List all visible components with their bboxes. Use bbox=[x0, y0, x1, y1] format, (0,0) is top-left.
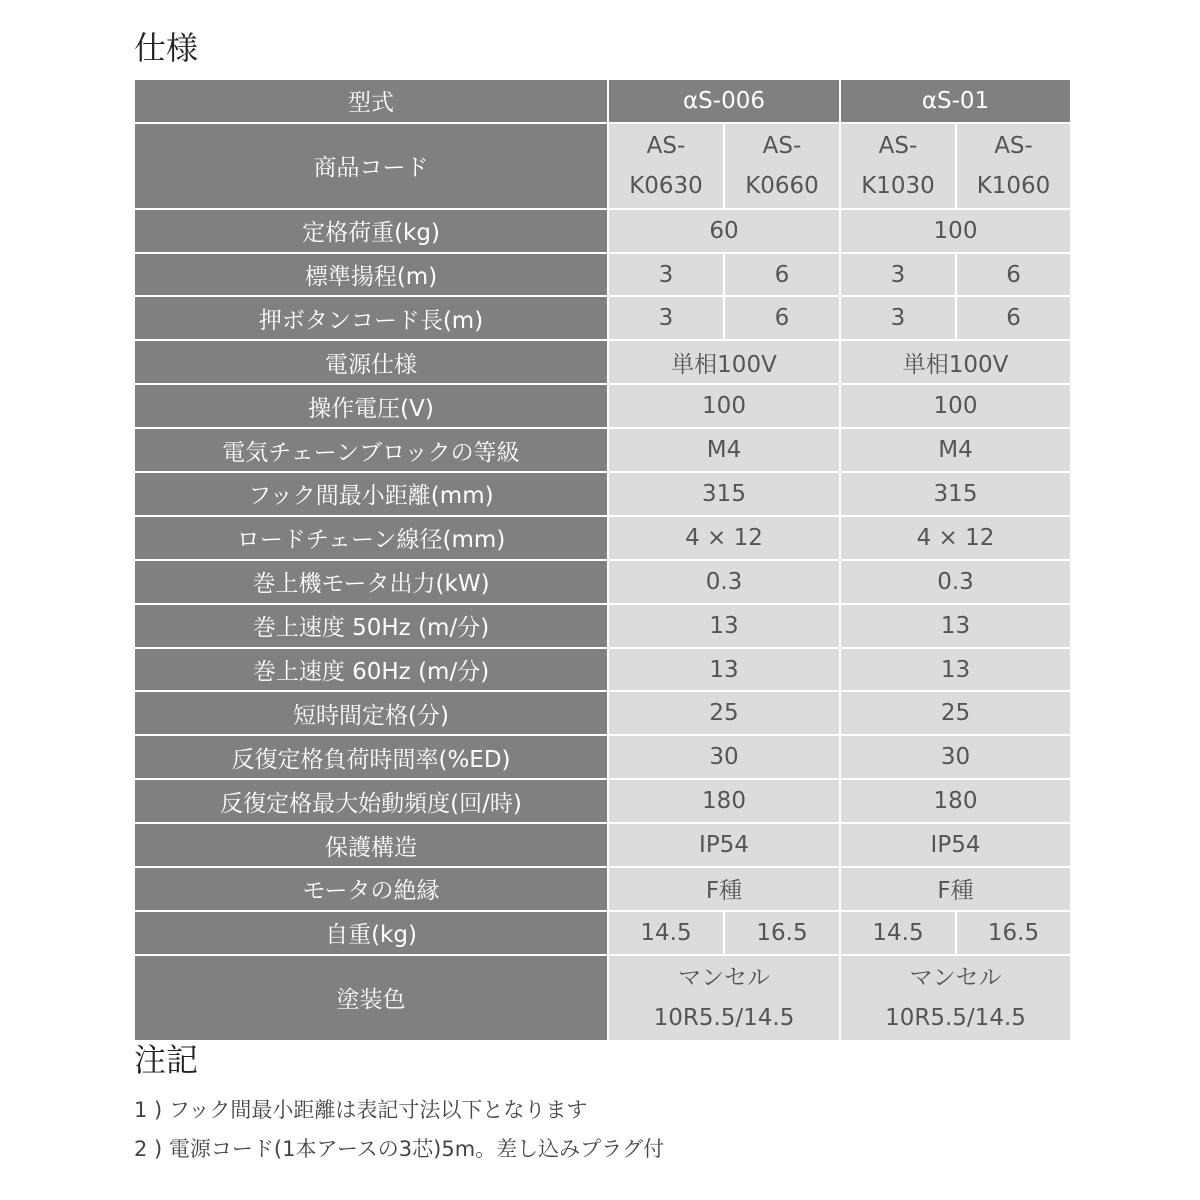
table-row bbox=[134, 253, 1071, 297]
cell-line: マンセル bbox=[678, 964, 770, 991]
row-label: 巻上機モータ出力(kW) bbox=[134, 560, 608, 604]
table-cell: 315 bbox=[608, 472, 840, 516]
row-label: 塗装色 bbox=[134, 955, 608, 1041]
model-label: 型式 bbox=[134, 79, 608, 123]
table-cell: 単相100V bbox=[840, 340, 1071, 384]
product-code bbox=[840, 123, 956, 209]
table-row bbox=[134, 123, 1071, 209]
table-cell: 6 bbox=[956, 253, 1071, 297]
model-header: αS-006 bbox=[608, 79, 840, 123]
table-row bbox=[134, 209, 1071, 253]
row-label: 操作電圧(V) bbox=[134, 384, 608, 428]
table-row bbox=[134, 823, 1071, 867]
paint-color bbox=[608, 955, 840, 1041]
table-cell: 315 bbox=[840, 472, 1071, 516]
row-label: 電気チェーンブロックの等級 bbox=[134, 428, 608, 472]
table-cell: 4 × 12 bbox=[840, 516, 1071, 560]
model-header: αS-01 bbox=[840, 79, 1071, 123]
table-cell: 3 bbox=[840, 296, 956, 340]
product-code bbox=[724, 123, 840, 209]
table-row bbox=[134, 779, 1071, 823]
row-label: 保護構造 bbox=[134, 823, 608, 867]
table-row bbox=[134, 911, 1071, 955]
cell-line: マンセル bbox=[909, 964, 1002, 991]
cell-line: K1030 bbox=[861, 172, 935, 199]
table-cell: 単相100V bbox=[608, 340, 840, 384]
table-cell: 6 bbox=[956, 296, 1071, 340]
table-row bbox=[134, 340, 1071, 384]
table-cell: F種 bbox=[840, 867, 1071, 911]
paint-color bbox=[840, 955, 1071, 1041]
table-cell: 16.5 bbox=[724, 911, 840, 955]
table-row bbox=[134, 604, 1071, 648]
row-label: 定格荷重(kg) bbox=[134, 209, 608, 253]
table-cell: 25 bbox=[608, 691, 840, 735]
table-cell: 13 bbox=[608, 648, 840, 692]
row-label: 反復定格最大始動頻度(回/時) bbox=[134, 779, 608, 823]
cell-line: K0660 bbox=[745, 172, 819, 199]
table-cell: 100 bbox=[840, 209, 1071, 253]
table-cell: 3 bbox=[608, 296, 724, 340]
row-label: 標準揚程(m) bbox=[134, 253, 608, 297]
table-cell: 0.3 bbox=[840, 560, 1071, 604]
cell-line: AS- bbox=[762, 132, 802, 159]
table-row bbox=[134, 79, 1071, 123]
cell-line: K0630 bbox=[629, 172, 703, 199]
row-label: フック間最小距離(mm) bbox=[134, 472, 608, 516]
table-row bbox=[134, 867, 1071, 911]
table-row bbox=[134, 472, 1071, 516]
table-cell: 13 bbox=[840, 604, 1071, 648]
table-row bbox=[134, 384, 1071, 428]
table-row bbox=[134, 516, 1071, 560]
table-row bbox=[134, 428, 1071, 472]
table-cell: 13 bbox=[840, 648, 1071, 692]
table-cell: 25 bbox=[840, 691, 1071, 735]
row-label: 押ボタンコード長(m) bbox=[134, 296, 608, 340]
table-cell: 3 bbox=[840, 253, 956, 297]
row-label: 自重(kg) bbox=[134, 911, 608, 955]
table-cell: 100 bbox=[840, 384, 1071, 428]
product-code bbox=[956, 123, 1071, 209]
cell-line: 10R5.5/14.5 bbox=[653, 1004, 795, 1031]
table-row bbox=[134, 296, 1071, 340]
notes-heading: 注記 bbox=[134, 1041, 199, 1079]
table-row bbox=[134, 735, 1071, 779]
table-cell: 14.5 bbox=[840, 911, 956, 955]
cell-line: K1060 bbox=[976, 172, 1051, 199]
table-cell: 100 bbox=[608, 384, 840, 428]
row-label: 巻上速度 60Hz (m/分) bbox=[134, 648, 608, 692]
table-cell: IP54 bbox=[840, 823, 1071, 867]
row-label: 巻上速度 50Hz (m/分) bbox=[134, 604, 608, 648]
table-cell: 60 bbox=[608, 209, 840, 253]
table-cell: 16.5 bbox=[956, 911, 1071, 955]
table-cell: 3 bbox=[608, 253, 724, 297]
table-cell: 0.3 bbox=[608, 560, 840, 604]
note-1: 1 ) フック間最小距離は表記寸法以下となります bbox=[134, 1098, 588, 1122]
spec-table bbox=[133, 78, 1072, 1042]
table-cell: 6 bbox=[724, 253, 840, 297]
note-2: 2 ) 電源コード(1本アースの3芯)5m。差し込みプラグ付 bbox=[134, 1137, 665, 1161]
cell-line: AS- bbox=[646, 132, 686, 159]
table-cell: 30 bbox=[840, 735, 1071, 779]
table-cell: 14.5 bbox=[608, 911, 724, 955]
cell-line: AS- bbox=[878, 132, 918, 159]
row-label: 電源仕様 bbox=[134, 340, 608, 384]
product-code bbox=[608, 123, 724, 209]
cell-line: AS- bbox=[994, 132, 1033, 159]
table-row bbox=[134, 560, 1071, 604]
table-cell: 4 × 12 bbox=[608, 516, 840, 560]
row-label: 短時間定格(分) bbox=[134, 691, 608, 735]
table-cell: 13 bbox=[608, 604, 840, 648]
table-cell: IP54 bbox=[608, 823, 840, 867]
table-cell: M4 bbox=[840, 428, 1071, 472]
row-label: ロードチェーン線径(mm) bbox=[134, 516, 608, 560]
table-cell: 30 bbox=[608, 735, 840, 779]
table-cell: F種 bbox=[608, 867, 840, 911]
row-label: モータの絶縁 bbox=[134, 867, 608, 911]
table-cell: 180 bbox=[608, 779, 840, 823]
table-cell: M4 bbox=[608, 428, 840, 472]
table-cell: 180 bbox=[840, 779, 1071, 823]
table-row bbox=[134, 955, 1071, 1041]
cell-line: 10R5.5/14.5 bbox=[885, 1004, 1026, 1031]
spec-heading: 仕様 bbox=[134, 29, 199, 67]
table-cell: 6 bbox=[724, 296, 840, 340]
row-label: 反復定格負荷時間率(%ED) bbox=[134, 735, 608, 779]
row-label: 商品コード bbox=[134, 123, 608, 209]
table-row bbox=[134, 691, 1071, 735]
table-row bbox=[134, 648, 1071, 692]
